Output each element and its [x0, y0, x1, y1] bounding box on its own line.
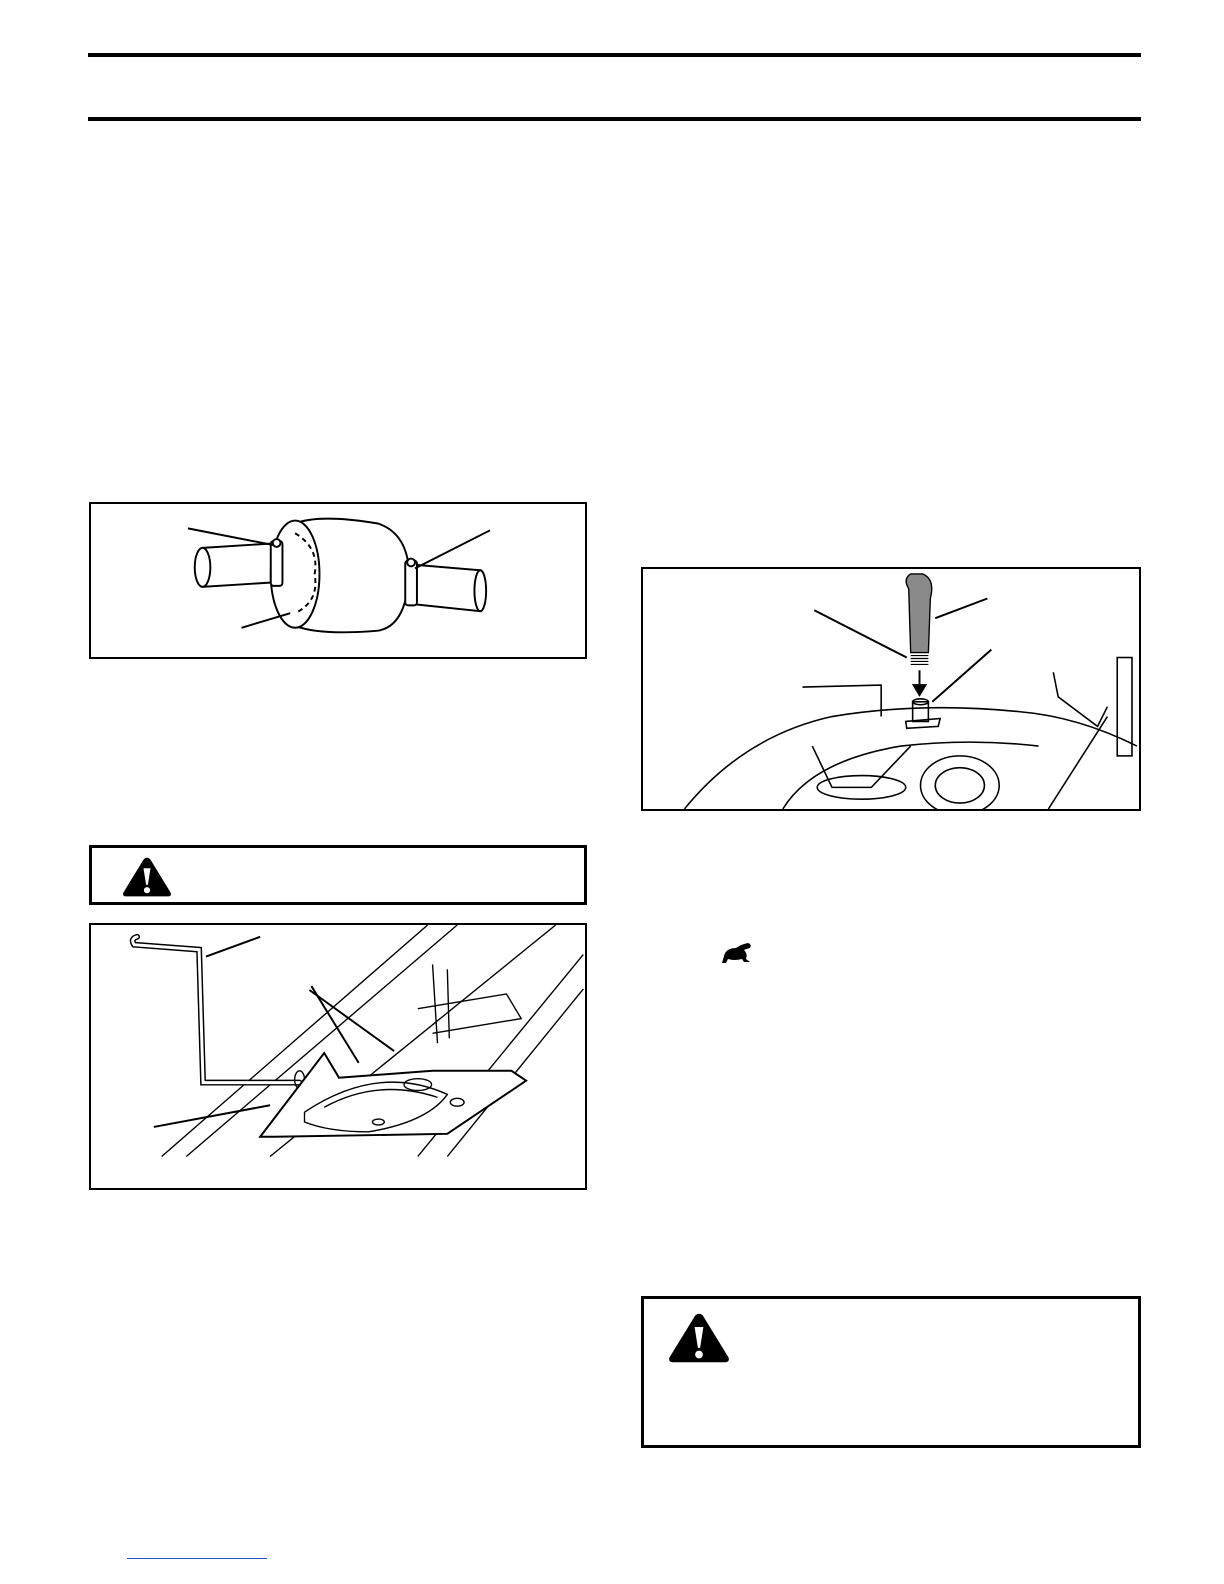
- washout-figure: [641, 567, 1141, 811]
- washout-drawing: [643, 569, 1139, 809]
- header-rule-bottom: [88, 117, 1141, 121]
- clamp-leader-left: [188, 528, 273, 545]
- hose-body: [906, 574, 932, 653]
- deck-lift-figure: [89, 923, 587, 1190]
- coupler-leader: [814, 610, 906, 657]
- warning-triangle-icon: [120, 855, 174, 899]
- rod-leader: [206, 937, 260, 957]
- air-filter-figure: [89, 502, 587, 659]
- bracket-leader-2: [309, 990, 394, 1051]
- air-filter-drawing: [91, 504, 585, 657]
- footer-link[interactable]: [127, 1558, 267, 1559]
- rabbit-fast-icon: [720, 940, 754, 966]
- plate-leader: [154, 1105, 270, 1127]
- hose-leader: [935, 599, 987, 619]
- header-rule-top: [88, 53, 1141, 57]
- deck-lift-drawing: [91, 925, 585, 1188]
- clamp-leader-right: [415, 530, 490, 568]
- warning-box-right: [641, 1296, 1141, 1448]
- fitting-leader: [932, 650, 991, 702]
- warning-triangle-icon: [666, 1309, 732, 1367]
- warning-box-left: [89, 845, 587, 905]
